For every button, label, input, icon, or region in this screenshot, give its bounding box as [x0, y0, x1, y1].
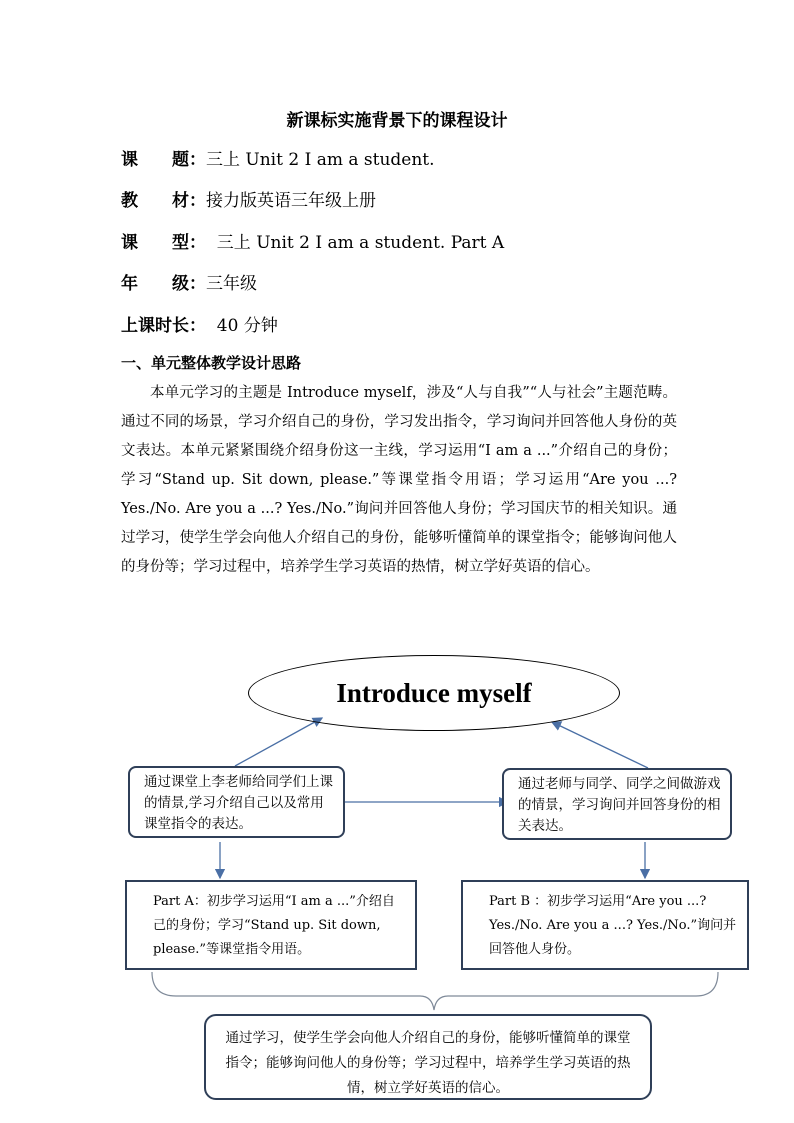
left-scene-box: 通过课堂上李老师给同学们上课的情景,学习介绍自己以及常用课堂指令的表达。 [128, 766, 345, 838]
meta-label: 课 型： [121, 233, 206, 253]
meta-topic [121, 149, 435, 171]
curly-brace [152, 972, 718, 1010]
center-topic-text: Introduce myself [336, 677, 532, 708]
document-title: 新课标实施背景下的课程设计 [286, 111, 508, 131]
right-scene-box: 通过老师与同学、同学之间做游戏的情景，学习询问并回答身份的相关表达。 [502, 768, 732, 840]
section-heading: 一、单元整体教学设计思路 [121, 354, 302, 372]
summary-box: 通过学习，使学生学会向他人介绍自己的身份，能够听懂简单的课堂指令；能够询问他人的身份等；学习过程中，培养学生学习英语的热情，树立学好英语的信心。 [204, 1014, 652, 1100]
meta-lesson-type [121, 232, 504, 254]
meta-label: 上课时长： [121, 316, 206, 336]
meta-label: 课 题： [121, 150, 206, 170]
arrow-right-to-center [552, 722, 648, 768]
part-a-box: Part A：初步学习运用“I am a ...”介绍自己的身份；学习“Stand up. Sit down, please.”等课堂指令用语。 [125, 880, 417, 970]
meta-label: 教 材： [121, 191, 206, 211]
meta-value: 接力版英语三年级上册 [206, 191, 376, 211]
meta-value: 40 分钟 [206, 316, 278, 336]
body-paragraph: 本单元学习的主题是 Introduce myself，涉及“人与自我”“人与社会”主题范畴。通过不同的场景，学习介绍自己的身份，学习发出指令，学习询问并回答他人身份的英文表达。本单元紧紧围绕介绍身份这一主线，学习运用“I am a ...”介绍自己的身份；学习“Stand up. Sit down, please.”等课堂指令用语；学习运用“Are you ...? Yes./No. Are you a ...? Yes./No.”询问并回答他人身份；学习国庆节的相关知识。通过学习，使学生学会向他人介绍自己的身份，能够听懂简单的课堂指令；能够询问他人的身份等；学习过程中，培养学生学习英语的热情，树立学好英语的信心。 [121, 385, 677, 575]
center-topic-oval [248, 655, 620, 731]
part-b-box: Part B ：初步学习运用“Are you ...? Yes./No. Are you a ...? Yes./No.”询问并回答他人身份。 [461, 880, 749, 970]
meta-value: 三上 Unit 2 I am a student. Part A [206, 233, 505, 253]
meta-value: 三上 Unit 2 I am a student. [206, 150, 435, 170]
meta-duration [121, 315, 278, 337]
meta-value: 三年级 [206, 274, 257, 294]
meta-grade [121, 273, 257, 295]
meta-textbook [121, 190, 376, 212]
arrow-left-to-center [235, 718, 322, 766]
meta-label: 年 级： [121, 274, 206, 294]
